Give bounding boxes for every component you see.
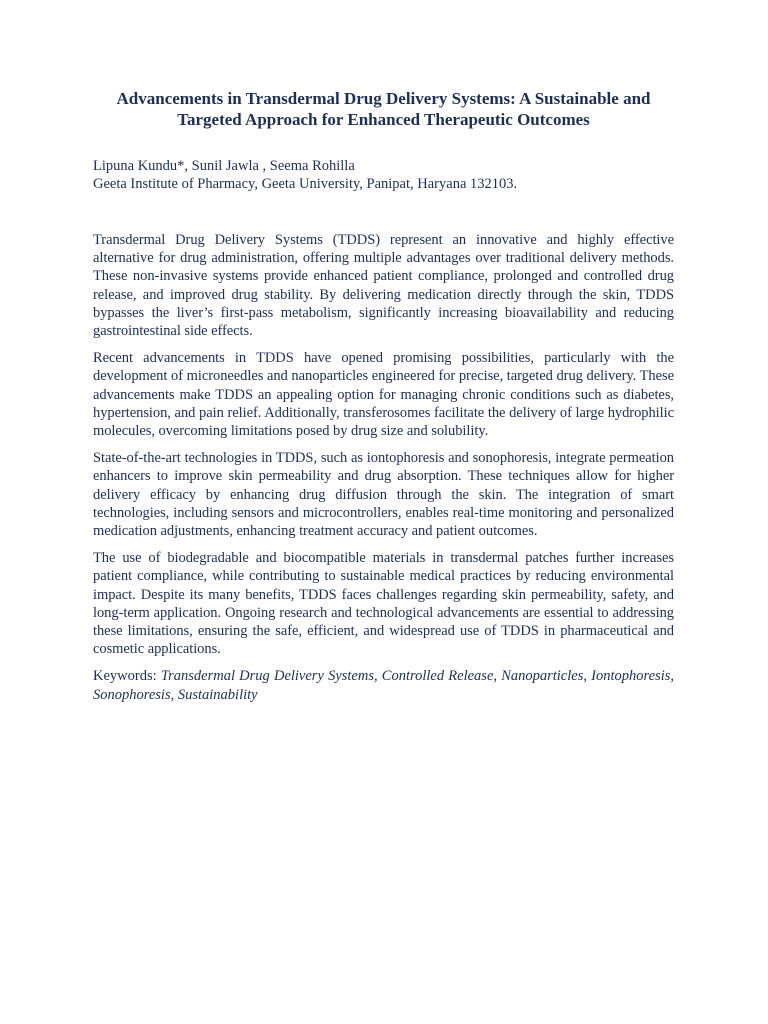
keywords-line [93, 667, 674, 703]
affiliation: Geeta Institute of Pharmacy, Geeta University, Panipat, Haryana 132103. [93, 176, 518, 192]
keywords-list: Transdermal Drug Delivery Systems, Controlled Release, Nanoparticles, Iontophoresis, Sonophoresis, Sustainability [93, 668, 675, 703]
abstract-paragraph-3: State-of-the-art technologies in TDDS, such as iontophoresis and sonophoresis, integrate permeation enhancers to improve skin permeability and drug absorption. These techniques allow for higher delivery efficacy by enhancing drug diffusion through the skin. The integration of smart technologies, including sensors and microcontrollers, enables real-time monitoring and personalized medication adjustments, enhancing treatment accuracy and patient outcomes. [93, 450, 674, 540]
abstract-paragraph-2: Recent advancements in TDDS have opened promising possibilities, particularly with the development of microneedles and nanoparticles engineered for precise, targeted drug delivery. These advancements make TDDS an appealing option for managing chronic conditions such as diabetes, hypertension, and pain relief. Additionally, transferosomes facilitate the delivery of large hydrophilic molecules, overcoming limitations posed by drug size and solubility. [93, 350, 674, 440]
abstract-paragraph-4: The use of biodegradable and biocompatible materials in transdermal patches further increases patient compliance, while contributing to sustainable medical practices by reducing environmental impact. Despite its many benefits, TDDS faces challenges regarding skin permeability, safety, and long-term application. Ongoing research and technological advancements are essential to addressing these limitations, ensuring the safe, efficient, and widespread use of TDDS in pharmaceutical and cosmetic applications. [93, 550, 674, 658]
keywords-label: Keywords: [93, 668, 157, 685]
paper-title: Advancements in Transdermal Drug Delivery Systems: A Sustainable and Targeted Approach for Enhanced Therapeutic Outcomes [116, 89, 651, 129]
abstract-paragraph-1: Transdermal Drug Delivery Systems (TDDS) represent an innovative and highly effective alternative for drug administration, offering multiple advantages over traditional delivery methods. These non-invasive systems provide enhanced patient compliance, prolonged and controlled drug release, and improved drug stability. By delivering medication directly through the skin, TDDS bypasses the liver’s first-pass metabolism, significantly increasing bioavailability and reducing gastrointestinal side effects. [93, 232, 674, 340]
document-page [93, 88, 674, 704]
author-list: Lipuna Kundu*, Sunil Jawla , Seema Rohilla [93, 158, 355, 174]
abstract-body [93, 231, 674, 704]
